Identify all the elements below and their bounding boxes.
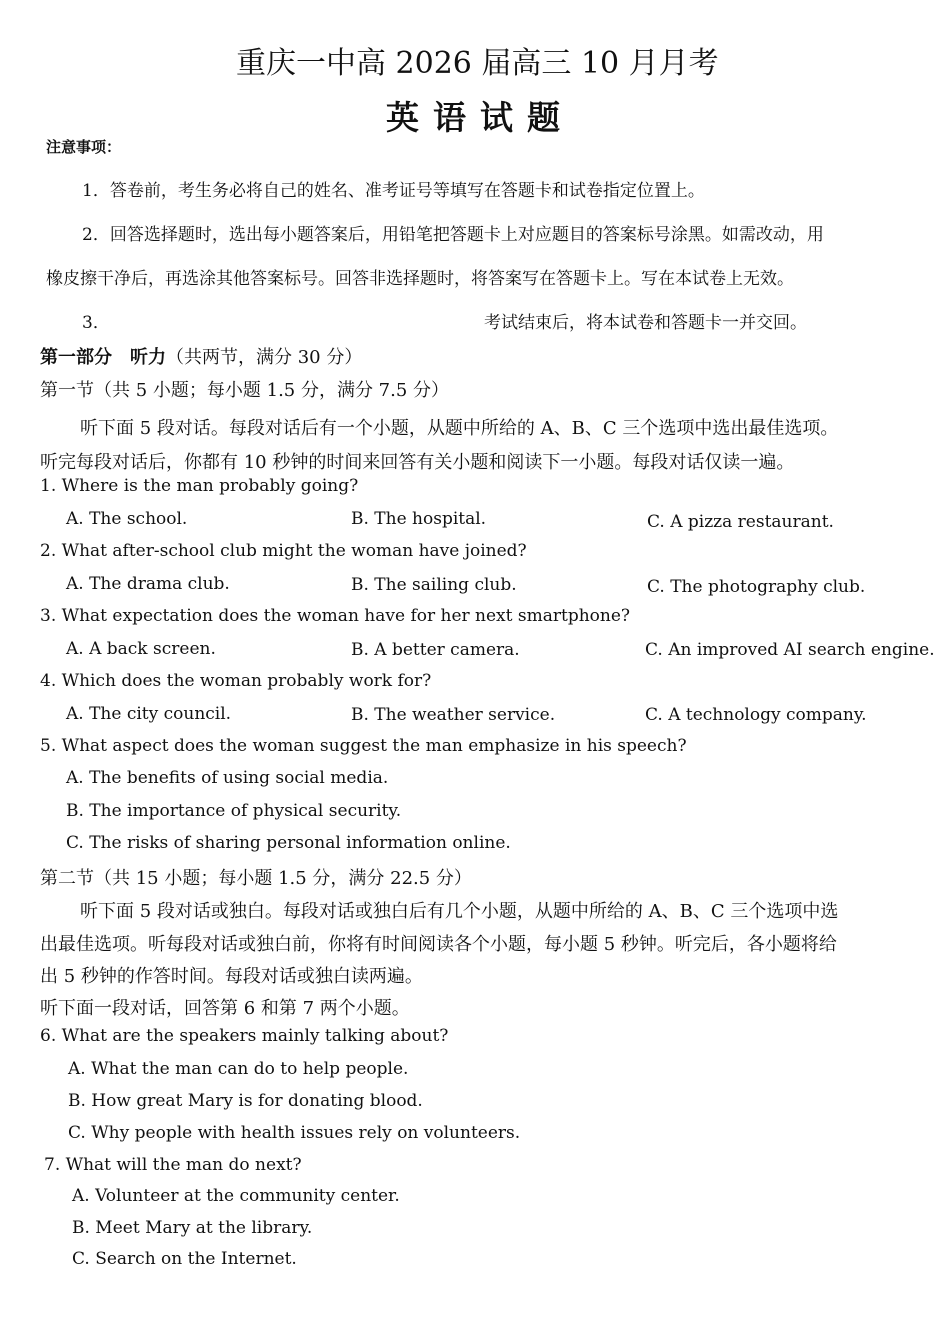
question-7-option-c: C. Search on the Internet. [72, 1249, 297, 1269]
question-4-option-b: B. The weather service. [351, 705, 556, 725]
question-6-option-a: A. What the man can do to help people. [68, 1059, 409, 1079]
question-4-stem: 4. Which does the woman probably work for? [40, 671, 432, 691]
notice-heading: 注意事项： [46, 138, 122, 156]
question-3-option-a: A. A back screen. [66, 639, 216, 659]
question-1-option-a: A. The school. [66, 509, 188, 529]
question-3-option-b: B. A better camera. [351, 640, 520, 660]
notice-item-2-line-1: 2．回答选择题时，选出每小题答案后，用铅笔把答题卡上对应题目的答案标号涂黑。如需改动，用 [82, 225, 824, 245]
question-5-option-c: C. The risks of sharing personal information online. [66, 833, 511, 853]
section-1-intro-line-1: 听下面 5 段对话。每段对话后有一个小题，从题中所给的 A、B、C 三个选项中选出最佳选项。 [80, 418, 839, 439]
question-2-option-a: A. The drama club. [66, 574, 230, 594]
page-subtitle: 英语试题 [386, 98, 574, 137]
section-2-intro-line-1: 听下面 5 段对话或独白。每段对话或独白后有几个小题，从题中所给的 A、B、C 三个选项中选 [80, 901, 839, 922]
notice-item-1: 1．答卷前，考生务必将自己的姓名、准考证号等填写在答题卡和试卷指定位置上。 [82, 181, 705, 201]
question-7-stem: 7. What will the man do next? [44, 1155, 302, 1175]
question-5-stem: 5. What aspect does the woman suggest the man emphasize in his speech? [40, 736, 687, 756]
notice-item-3-number: 3． [82, 313, 110, 333]
question-6-option-b: B. How great Mary is for donating blood. [68, 1091, 423, 1111]
section-2-intro-line-2: 出最佳选项。听每段对话或独白前，你将有时间阅读各个小题，每小题 5 秒钟。听完后，各小题将给 [40, 934, 837, 955]
dialog-note: 听下面一段对话，回答第 6 和第 7 两个小题。 [40, 998, 410, 1019]
section-2-intro-line-3: 出 5 秒钟的作答时间。每段对话或独白读两遍。 [40, 966, 423, 987]
section-1-heading: 第一节（共 5 小题；每小题 1.5 分，满分 7.5 分） [40, 380, 450, 401]
part-1-heading-rest: （共两节，满分 30 分） [166, 347, 363, 368]
question-4-option-c: C. A technology company. [645, 705, 867, 725]
question-1-option-b: B. The hospital. [351, 509, 487, 529]
question-7-option-a: A. Volunteer at the community center. [72, 1186, 400, 1206]
question-2-option-c: C. The photography club. [647, 577, 866, 597]
question-2-stem: 2. What after-school club might the woman have joined? [40, 541, 527, 561]
notice-item-2-line-2: 橡皮擦干净后，再选涂其他答案标号。回答非选择题时，将答案写在答题卡上。写在本试卷上无效。 [46, 269, 794, 289]
question-1-option-c: C. A pizza restaurant. [647, 512, 834, 532]
question-6-stem: 6. What are the speakers mainly talking about? [40, 1026, 449, 1046]
part-1-heading [40, 343, 362, 369]
page-title: 重庆一中高 2026 届高三 10 月月考 [236, 46, 719, 81]
section-1-intro-line-2: 听完每段对话后，你都有 10 秒钟的时间来回答有关小题和阅读下一小题。每段对话仅读一遍。 [40, 452, 795, 473]
question-7-option-b: B. Meet Mary at the library. [72, 1218, 313, 1238]
question-3-stem: 3. What expectation does the woman have for her next smartphone? [40, 606, 631, 626]
notice-item-3-text: 考试结束后，将本试卷和答题卡一并交回。 [484, 313, 807, 333]
question-1-stem: 1. Where is the man probably going? [40, 476, 359, 496]
question-3-option-c: C. An improved AI search engine. [645, 640, 935, 660]
question-2-option-b: B. The sailing club. [351, 575, 517, 595]
section-2-heading: 第二节（共 15 小题；每小题 1.5 分，满分 22.5 分） [40, 868, 472, 889]
question-5-option-a: A. The benefits of using social media. [66, 768, 389, 788]
question-4-option-a: A. The city council. [66, 704, 232, 724]
part-1-heading-bold: 第一部分 听力 [40, 347, 166, 368]
question-5-option-b: B. The importance of physical security. [66, 801, 402, 821]
question-6-option-c: C. Why people with health issues rely on volunteers. [68, 1123, 521, 1143]
